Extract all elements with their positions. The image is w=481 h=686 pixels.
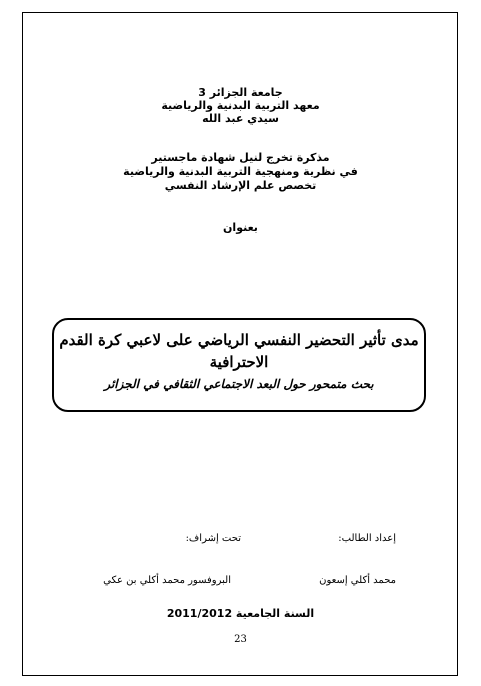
title-line-2: الاحترافية bbox=[209, 353, 269, 371]
thesis-degree: مذكرة تخرج لنيل شهادة ماجستير bbox=[151, 151, 330, 164]
title-subtitle: بحث متمحور حول البعد الاجتماعي الثقافي في الجزائر bbox=[104, 377, 374, 391]
prepared-by-label: إعداد الطالب: bbox=[338, 533, 396, 544]
institute-name: معهد التربية البدنية والرياضية bbox=[161, 99, 320, 112]
page-number: 23 bbox=[234, 634, 247, 645]
title-box bbox=[52, 318, 426, 412]
university-name: جامعة الجزائر 3 bbox=[198, 86, 283, 99]
supervisor-name: البروفسور محمد أكلي بن عكي bbox=[103, 575, 231, 586]
thesis-specialty: تخصص علم الإرشاد النفسي bbox=[164, 179, 317, 192]
title-label: بعنوان bbox=[223, 221, 258, 234]
location-name: سيدي عبد الله bbox=[202, 112, 279, 125]
academic-year: السنة الجامعية 2011/2012 bbox=[166, 607, 315, 620]
title-line-1: مدى تأثير التحضير النفسي الرياضي على لاعبي كرة القدم bbox=[59, 331, 419, 349]
student-name: محمد أكلي إسعون bbox=[319, 575, 396, 586]
supervision-label: تحت إشراف: bbox=[185, 533, 241, 544]
thesis-field: في نظرية ومنهجية التربية البدنية والرياضية bbox=[123, 165, 358, 178]
